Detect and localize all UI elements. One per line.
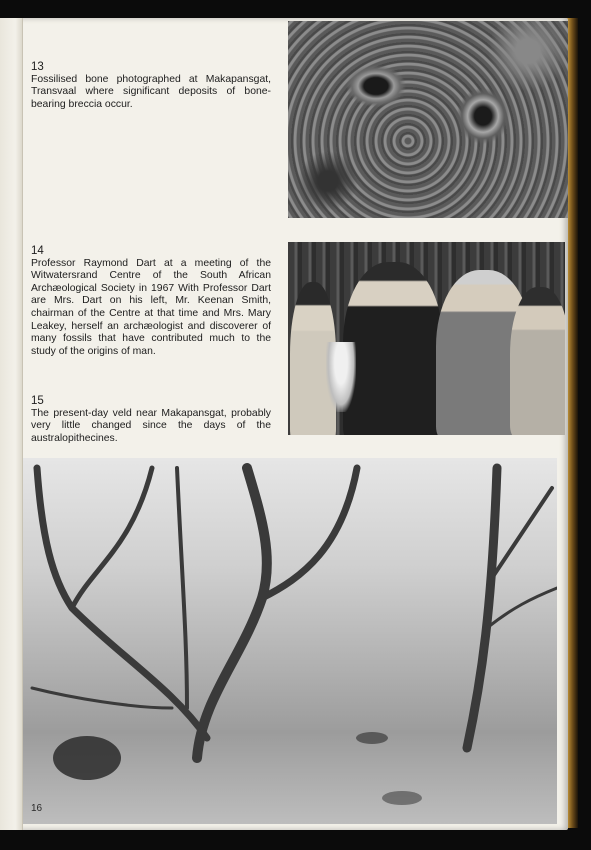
flower-bouquet: [326, 342, 356, 412]
caption-13: [31, 61, 271, 111]
person-figure: [343, 262, 443, 435]
caption-14: [31, 245, 271, 358]
photo-fossilised-bone: [288, 21, 568, 218]
veld-trees-illustration: [12, 458, 557, 824]
person-figure: [510, 287, 565, 435]
photo-professor-dart-meeting: [288, 242, 565, 435]
caption-text: The present-day veld near Makapansgat, probably very little changed since the days of the australopithecines.: [31, 407, 271, 444]
caption-15: [31, 395, 271, 445]
caption-number: 14: [31, 245, 44, 257]
caption-number: 15: [31, 395, 44, 407]
previous-page-edge: [0, 18, 23, 830]
caption-text: Professor Raymond Dart at a meeting of the Witwatersrand Centre of the South African Archæological Society in 1967 With Professor Dart are Mrs. Dart on his left, Mr. Keenan Smith, chairman of the Centre at that time and Mrs. Mary Leakey, herself an archæologist and discoverer of many fossils that have contributed much to the study of the origins of man.: [31, 257, 271, 357]
book-page: [0, 18, 568, 830]
page-number: 16: [31, 803, 43, 814]
caption-number: 13: [31, 61, 44, 73]
photo-veld-landscape: [12, 458, 557, 824]
caption-text: Fossilised bone photographed at Makapansgat, Transvaal where significant deposits of bone-bearing breccia occur.: [31, 73, 271, 110]
